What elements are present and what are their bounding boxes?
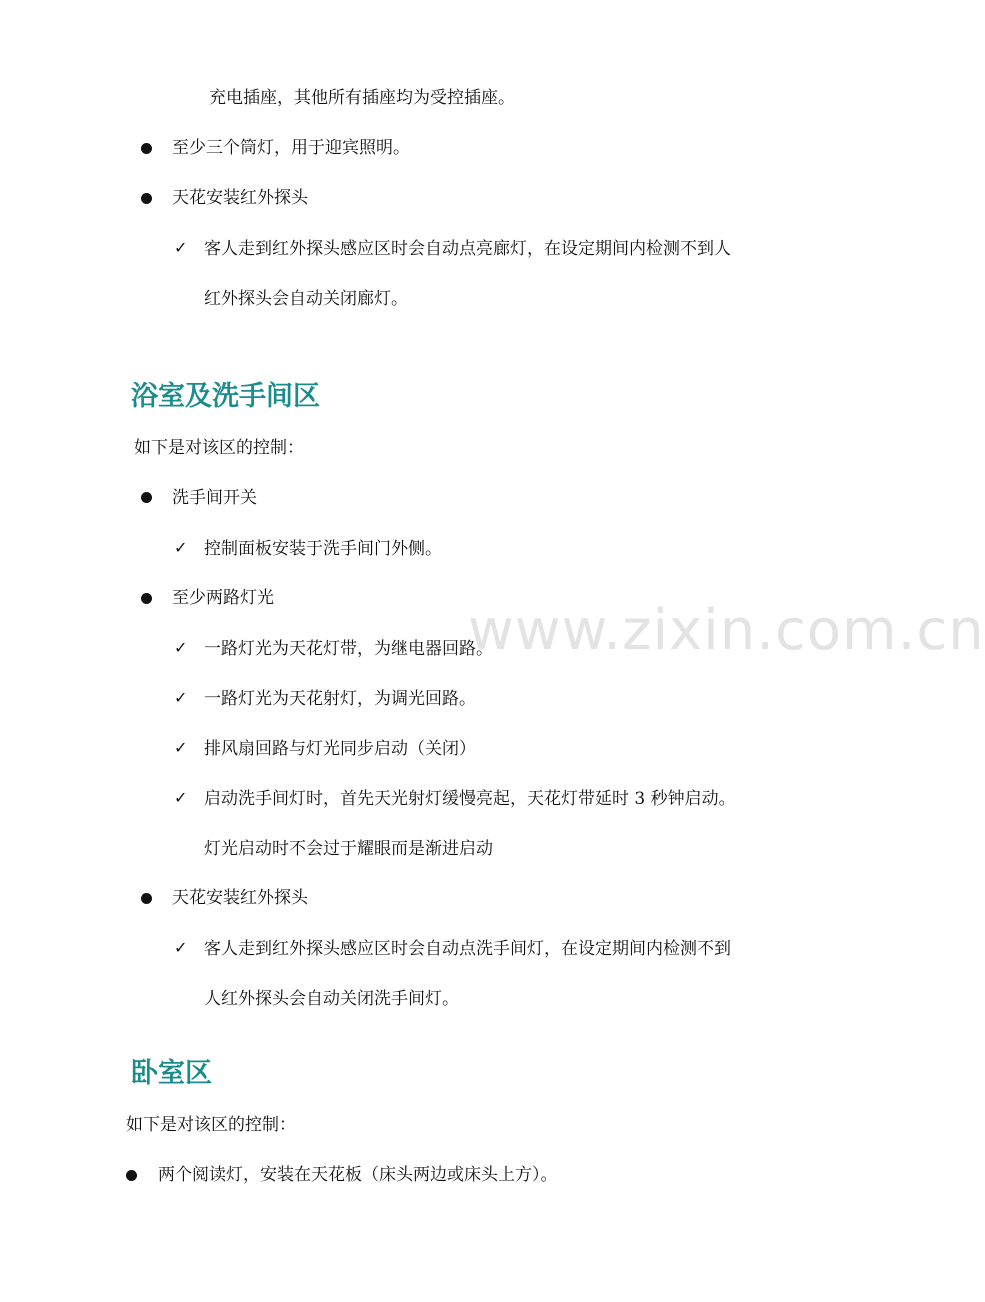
section-intro: 如下是对该区的控制： [134,438,304,458]
checkmark-icon: ✓ [174,238,188,257]
list-item: 控制面板安装于洗手间门外侧。 [204,539,442,559]
list-item-continuation: 红外探头会自动关闭廊灯。 [204,289,408,309]
bullet-dot-icon [141,593,152,604]
checkmark-icon: ✓ [174,938,188,957]
list-item: 一路灯光为天花灯带，为继电器回路。 [204,639,493,659]
list-item: 洗手间开关 [172,488,257,508]
list-item: 至少三个筒灯，用于迎宾照明。 [172,138,410,158]
bullet-dot-icon [141,193,152,204]
bullet-dot-icon [126,1170,137,1181]
list-item: 客人走到红外探头感应区时会自动点洗手间灯，在设定期间内检测不到 [204,939,731,959]
list-item-continuation: 灯光启动时不会过于耀眼而是渐进启动 [204,839,493,859]
section-heading-bathroom: 浴室及洗手间区 [131,381,320,412]
continuation-text: 充电插座，其他所有插座均为受控插座。 [209,88,515,108]
list-item: 天花安装红外探头 [172,188,308,208]
list-item: 排风扇回路与灯光同步启动（关闭） [204,739,476,759]
list-item: 客人走到红外探头感应区时会自动点亮廊灯，在设定期间内检测不到人 [204,239,731,259]
list-item: 天花安装红外探头 [172,888,308,908]
list-item: 一路灯光为天花射灯，为调光回路。 [204,689,476,709]
bullet-dot-icon [141,492,152,503]
checkmark-icon: ✓ [174,538,188,557]
watermark-text: www.zixin.com.cn [468,598,985,663]
checkmark-icon: ✓ [174,638,188,657]
section-intro: 如下是对该区的控制： [126,1115,296,1135]
list-item: 启动洗手间灯时，首先天光射灯缓慢亮起，天花灯带延时 3 秒钟启动。 [204,789,736,809]
bullet-dot-icon [141,893,152,904]
section-heading-bedroom: 卧室区 [131,1058,212,1089]
list-item: 两个阅读灯，安装在天花板（床头两边或床头上方）。 [158,1165,558,1185]
list-item: 至少两路灯光 [172,588,274,608]
list-item-continuation: 人红外探头会自动关闭洗手间灯。 [204,989,459,1009]
checkmark-icon: ✓ [174,688,188,707]
bullet-dot-icon [141,143,152,154]
checkmark-icon: ✓ [174,738,188,757]
checkmark-icon: ✓ [174,788,188,807]
